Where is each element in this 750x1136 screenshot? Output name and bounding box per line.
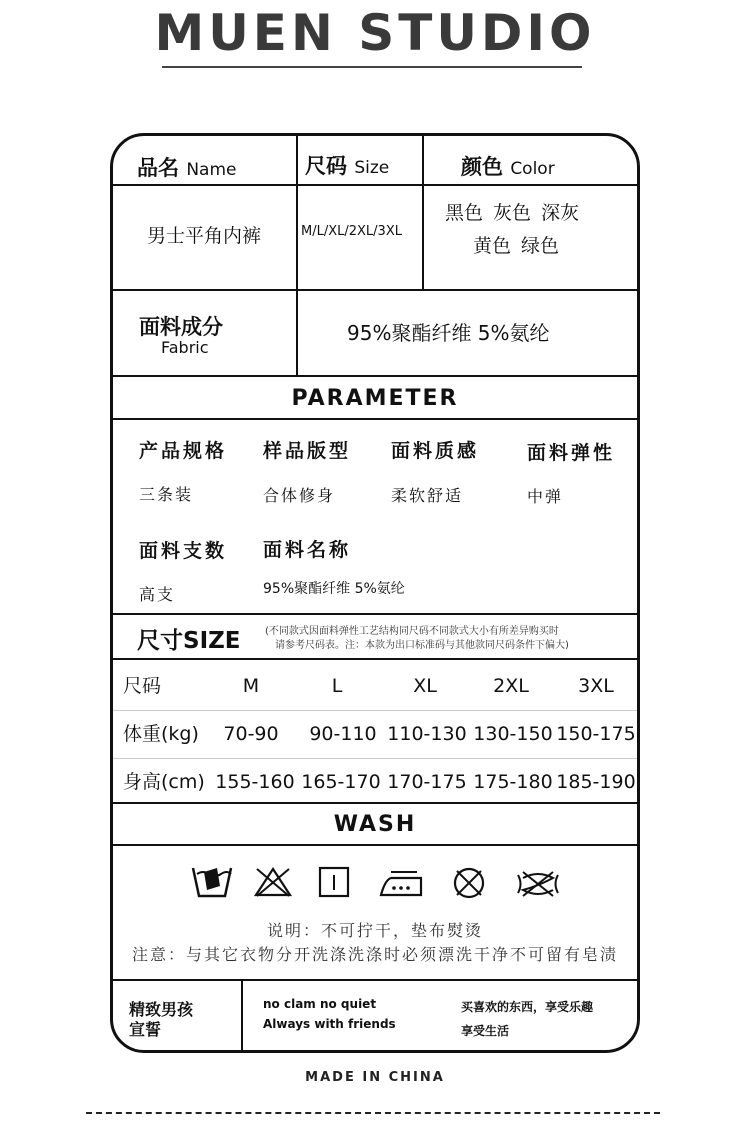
footer-mid-2: Always with friends [263, 1017, 396, 1031]
footer-left-2: 宣誓 [129, 1020, 162, 1039]
divider [113, 979, 637, 981]
param-label: 面料名称 [263, 539, 352, 561]
table-cell: XL [413, 675, 437, 697]
divider [113, 289, 637, 291]
param-value: 高支 [139, 585, 176, 604]
table-cell: 170-175 [387, 771, 467, 793]
product-sizes: M/L/XL/2XL/3XL [301, 224, 402, 239]
divider [422, 136, 424, 289]
table-header-row [113, 664, 637, 708]
table-cell: 165-170 [301, 771, 381, 793]
divider [113, 418, 637, 420]
divider [296, 136, 298, 289]
fabric-label-cn: 面料成分 [139, 315, 223, 339]
table-cell: 185-190 [556, 771, 636, 793]
table-cell: 130-150 [473, 723, 553, 745]
param-value: 柔软舒适 [391, 486, 464, 505]
divider [296, 289, 298, 375]
header-name: 品名 Name [137, 156, 237, 180]
divider [113, 844, 637, 846]
size-title: 尺寸SIZE [137, 628, 241, 654]
product-colors-1: 黑色 灰色 深灰 [445, 202, 580, 224]
footer-right-2: 享受生活 [461, 1024, 510, 1038]
table-cell: 70-90 [223, 723, 279, 745]
wash-title: WASH [333, 812, 417, 837]
header-size: 尺码 Size [305, 154, 390, 178]
param-value: 三条装 [139, 485, 194, 504]
line-dry-icon [318, 866, 350, 898]
table-row [113, 760, 637, 804]
param-value: 中弹 [527, 487, 564, 506]
divider [113, 802, 637, 804]
footer-right-1: 买喜欢的东西，享受乐趣 [461, 1000, 594, 1014]
table-cell: 3XL [578, 675, 614, 697]
made-in-label: MADE IN CHINA [305, 1070, 445, 1085]
table-cell: L [331, 675, 343, 697]
table-cell: 尺码 [123, 675, 162, 697]
iron-with-cloth-icon [377, 868, 423, 898]
param-label: 产品规格 [139, 440, 228, 462]
dashed-separator [86, 1112, 660, 1114]
param-label: 面料支数 [139, 540, 228, 562]
brand-underline [162, 66, 582, 68]
product-name: 男士平角内裤 [147, 225, 262, 247]
size-note-1: (不同款式因面料弹性工艺结构同尺码不同款式大小有所差异购买时 [265, 626, 559, 637]
wash-note-1: 说明：不可拧干，垫布熨烫 [266, 921, 483, 940]
table-cell: 150-175 [556, 723, 636, 745]
product-colors-2: 黄色 绿色 [473, 235, 560, 257]
parameter-title: PARAMETER [291, 386, 459, 411]
wash-note-2: 注意：与其它衣物分开洗涤洗涤时必须漂洗干净不可留有皂渍 [131, 945, 618, 964]
fabric-label-en: Fabric [161, 338, 209, 357]
footer-mid-1: no clam no quiet [263, 997, 377, 1011]
table-cell: M [242, 675, 260, 697]
footer-left-1: 精致男孩 [129, 1000, 194, 1019]
param-label: 面料质感 [391, 440, 480, 462]
row-separator [113, 710, 637, 711]
table-cell: 155-160 [215, 771, 295, 793]
row-separator [113, 758, 637, 759]
no-wring-icon [515, 870, 561, 898]
table-cell: 90-110 [309, 723, 377, 745]
param-value: 95%聚酯纤维 5%氨纶 [263, 581, 405, 597]
brand-title: MUEN STUDIO [154, 4, 596, 62]
product-label-card [110, 133, 640, 1053]
param-value: 合体修身 [263, 486, 336, 505]
divider [113, 375, 637, 377]
param-label: 样品版型 [263, 440, 352, 462]
divider [113, 184, 637, 186]
divider [113, 613, 637, 615]
no-bleach-icon [253, 866, 293, 898]
size-note-2: 请参考尺码表。注：本款为出口标准码与其他款同尺码条件下偏大) [275, 640, 569, 651]
divider [241, 979, 243, 1050]
no-dry-clean-icon [451, 866, 487, 900]
param-label: 面料弹性 [527, 442, 616, 464]
table-cell: 体重(kg) [123, 723, 199, 745]
header-color: 颜色 Color [461, 155, 555, 179]
table-cell: 2XL [493, 675, 529, 697]
hand-wash-icon [191, 864, 233, 898]
fabric-value: 95%聚酯纤维 5%氨纶 [347, 321, 550, 345]
table-row [113, 712, 637, 756]
table-cell: 110-130 [387, 723, 467, 745]
divider [113, 658, 637, 660]
table-cell: 175-180 [473, 771, 553, 793]
table-cell: 身高(cm) [123, 771, 205, 793]
